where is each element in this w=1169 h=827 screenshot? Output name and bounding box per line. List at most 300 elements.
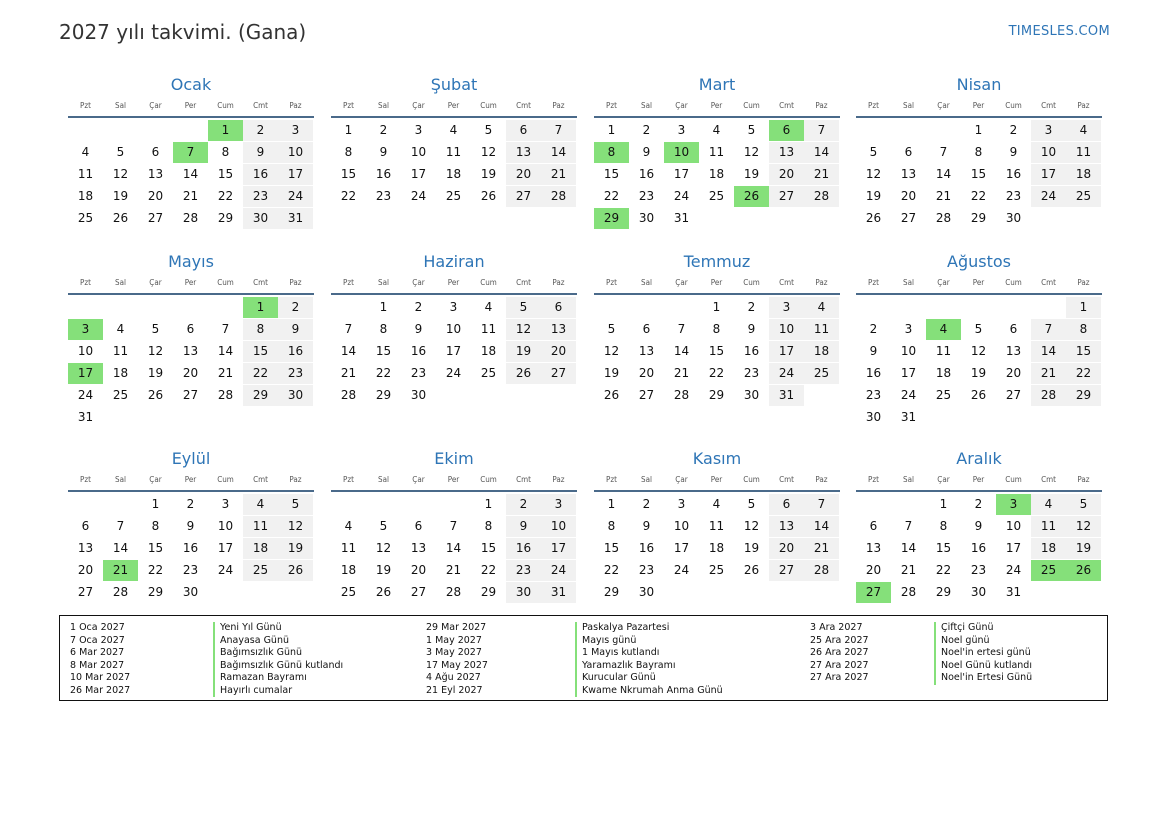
weekday-header xyxy=(331,470,577,492)
weekday-label: Cmt xyxy=(1041,101,1056,110)
weekday-label: Paz xyxy=(815,101,828,110)
week-row xyxy=(68,385,314,407)
weekend-day-cell: 8 xyxy=(1066,319,1101,340)
empty-cell xyxy=(68,297,103,318)
weekday-label: Paz xyxy=(1077,475,1090,484)
site-link[interactable]: TIMESLES.COM xyxy=(1008,24,1110,39)
day-cell: 7 xyxy=(116,519,125,533)
legend-date: 26 Ara 2027 xyxy=(810,647,869,658)
day-cell: 21 xyxy=(445,563,462,577)
month-6 xyxy=(331,251,577,407)
empty-cell xyxy=(471,385,506,406)
weekday-label: Cum xyxy=(1005,101,1022,110)
weekend-day-cell: 27 xyxy=(506,186,541,207)
day-cell: 19 xyxy=(743,541,760,555)
weekend-day-cell: 24 xyxy=(278,186,313,207)
day-cell: 13 xyxy=(147,167,164,181)
legend-date: 1 Oca 2027 xyxy=(70,622,125,633)
day-cell: 12 xyxy=(480,145,497,159)
day-grid xyxy=(856,120,1102,230)
weekday-label: Çar xyxy=(937,101,950,110)
empty-cell xyxy=(699,208,734,229)
weekend-day-cell: 13 xyxy=(769,516,804,537)
weekday-header xyxy=(856,273,1102,295)
day-cell: 16 xyxy=(410,344,427,358)
day-cell: 13 xyxy=(638,344,655,358)
day-cell: 27 xyxy=(410,585,427,599)
legend-holiday-name: Hayırlı cumalar xyxy=(220,684,293,696)
empty-cell xyxy=(804,582,839,603)
day-cell: 31 xyxy=(900,410,917,424)
weekend-day-cell: 9 xyxy=(243,142,278,163)
weekend-day-cell: 31 xyxy=(769,385,804,406)
week-row xyxy=(331,538,577,560)
weekday-label: Per xyxy=(710,475,723,484)
empty-cell xyxy=(103,297,138,318)
weekday-label: Çar xyxy=(149,475,162,484)
day-grid xyxy=(331,494,577,604)
weekday-label: Çar xyxy=(937,278,950,287)
weekend-day-cell: 1 xyxy=(1066,297,1101,318)
weekday-label: Çar xyxy=(675,101,688,110)
day-cell: 21 xyxy=(673,366,690,380)
weekday-header xyxy=(856,470,1102,492)
day-cell: 26 xyxy=(147,388,164,402)
holiday-day-cell: 29 xyxy=(594,208,629,229)
legend-holiday-name: Kurucular Günü xyxy=(582,672,656,683)
day-cell: 29 xyxy=(375,388,392,402)
week-row xyxy=(331,494,577,516)
weekday-label: Sal xyxy=(641,475,652,484)
day-cell: 14 xyxy=(445,541,462,555)
day-cell: 10 xyxy=(410,145,427,159)
weekday-label: Per xyxy=(184,101,197,110)
weekend-day-cell: 3 xyxy=(278,120,313,141)
legend-holiday-name: Noel'in ertesi günü xyxy=(941,647,1031,658)
day-cell: 9 xyxy=(379,145,388,159)
month-name: Nisan xyxy=(956,75,1002,94)
day-cell: 21 xyxy=(935,189,952,203)
day-cell: 31 xyxy=(673,211,690,225)
weekday-label: Per xyxy=(972,101,985,110)
weekend-day-cell: 28 xyxy=(804,186,839,207)
week-row xyxy=(331,297,577,319)
day-cell: 24 xyxy=(673,563,690,577)
weekend-day-cell: 30 xyxy=(243,208,278,229)
day-cell: 22 xyxy=(375,366,392,380)
weekend-day-cell: 26 xyxy=(506,363,541,384)
day-cell: 2 xyxy=(186,497,195,511)
empty-cell xyxy=(1066,582,1101,603)
weekend-day-cell: 25 xyxy=(243,560,278,581)
day-cell: 29 xyxy=(935,585,952,599)
day-cell: 12 xyxy=(112,167,129,181)
weekday-label: Pzt xyxy=(343,475,354,484)
week-row xyxy=(331,582,577,604)
weekend-day-cell: 2 xyxy=(278,297,313,318)
month-name: Şubat xyxy=(430,75,478,94)
day-cell: 2 xyxy=(869,322,878,336)
weekday-label: Per xyxy=(447,475,460,484)
day-cell: 28 xyxy=(182,211,199,225)
day-cell: 20 xyxy=(410,563,427,577)
week-row xyxy=(856,120,1102,142)
holiday-day-cell: 21 xyxy=(103,560,138,581)
weekend-day-cell: 11 xyxy=(243,516,278,537)
weekend-day-cell: 15 xyxy=(243,341,278,362)
weekday-label: Sal xyxy=(378,101,389,110)
legend-holiday-name: Bağımsızlık Günü xyxy=(220,647,303,658)
weekend-day-cell: 28 xyxy=(804,560,839,581)
day-cell: 1 xyxy=(151,497,160,511)
day-cell: 19 xyxy=(865,189,882,203)
holiday-day-cell: 7 xyxy=(173,142,208,163)
day-cell: 28 xyxy=(673,388,690,402)
week-row xyxy=(331,385,577,407)
day-cell: 24 xyxy=(900,388,917,402)
day-cell: 27 xyxy=(638,388,655,402)
day-cell: 24 xyxy=(445,366,462,380)
weekend-day-cell: 4 xyxy=(243,494,278,515)
weekend-day-cell: 17 xyxy=(1031,164,1066,185)
weekday-label: Sal xyxy=(903,475,914,484)
weekend-day-cell: 2 xyxy=(506,494,541,515)
weekend-day-cell: 3 xyxy=(541,494,576,515)
empty-cell xyxy=(331,494,366,515)
day-cell: 17 xyxy=(673,167,690,181)
week-row xyxy=(68,186,314,208)
day-cell: 6 xyxy=(186,322,195,336)
day-cell: 9 xyxy=(642,519,651,533)
month-8 xyxy=(856,251,1102,429)
weekend-day-cell: 12 xyxy=(278,516,313,537)
empty-cell xyxy=(173,297,208,318)
day-cell: 8 xyxy=(712,322,721,336)
weekend-day-cell: 3 xyxy=(1031,120,1066,141)
week-row xyxy=(594,538,840,560)
weekday-label: Sal xyxy=(903,101,914,110)
day-cell: 12 xyxy=(603,344,620,358)
weekend-day-cell: 22 xyxy=(243,363,278,384)
day-grid xyxy=(331,120,577,208)
day-grid xyxy=(68,297,314,429)
day-cell: 23 xyxy=(410,366,427,380)
week-row xyxy=(856,385,1102,407)
day-cell: 11 xyxy=(77,167,94,181)
day-cell: 22 xyxy=(708,366,725,380)
weekday-label: Cmt xyxy=(516,278,531,287)
weekday-label: Sal xyxy=(641,278,652,287)
weekend-day-cell: 20 xyxy=(541,341,576,362)
empty-cell xyxy=(208,407,243,428)
weekend-day-cell: 4 xyxy=(1031,494,1066,515)
day-cell: 7 xyxy=(449,519,458,533)
day-cell: 23 xyxy=(182,563,199,577)
empty-cell xyxy=(629,297,664,318)
weekday-label: Cum xyxy=(743,475,760,484)
day-cell: 14 xyxy=(900,541,917,555)
day-cell: 23 xyxy=(743,366,760,380)
empty-cell xyxy=(103,494,138,515)
day-cell: 30 xyxy=(182,585,199,599)
holiday-day-cell: 25 xyxy=(1031,560,1066,581)
legend-date: 8 Mar 2027 xyxy=(70,659,125,671)
empty-cell xyxy=(331,297,366,318)
day-cell: 7 xyxy=(939,145,948,159)
month-12 xyxy=(856,448,1102,604)
day-cell: 17 xyxy=(410,167,427,181)
day-cell: 26 xyxy=(375,585,392,599)
day-grid xyxy=(331,297,577,407)
week-row xyxy=(331,120,577,142)
empty-cell xyxy=(856,120,891,141)
weekday-label: Çar xyxy=(675,278,688,287)
empty-cell xyxy=(208,297,243,318)
day-cell: 26 xyxy=(603,388,620,402)
day-cell: 18 xyxy=(77,189,94,203)
month-name: Ocak xyxy=(170,75,212,94)
day-cell: 3 xyxy=(414,123,423,137)
weekday-label: Per xyxy=(184,278,197,287)
empty-cell xyxy=(243,407,278,428)
day-cell: 19 xyxy=(970,366,987,380)
day-cell: 15 xyxy=(375,344,392,358)
weekday-label: Çar xyxy=(412,475,425,484)
month-5 xyxy=(68,251,314,429)
month-name: Eylül xyxy=(171,449,211,468)
weekend-day-cell: 29 xyxy=(243,385,278,406)
day-cell: 6 xyxy=(904,145,913,159)
day-cell: 24 xyxy=(673,189,690,203)
weekday-label: Cum xyxy=(480,101,497,110)
week-row xyxy=(68,164,314,186)
legend-date: 29 Mar 2027 xyxy=(426,622,487,633)
weekday-label: Paz xyxy=(552,278,565,287)
day-cell: 28 xyxy=(935,211,952,225)
empty-cell xyxy=(208,582,243,603)
month-4 xyxy=(856,74,1102,230)
empty-cell xyxy=(1031,407,1066,428)
day-cell: 4 xyxy=(344,519,353,533)
week-row xyxy=(68,341,314,363)
empty-cell xyxy=(1066,407,1101,428)
day-cell: 23 xyxy=(1005,189,1022,203)
weekday-label: Cum xyxy=(217,278,234,287)
weekday-label: Per xyxy=(447,278,460,287)
weekend-day-cell: 19 xyxy=(506,341,541,362)
day-cell: 30 xyxy=(970,585,987,599)
day-cell: 4 xyxy=(449,123,458,137)
day-cell: 4 xyxy=(81,145,90,159)
day-cell: 11 xyxy=(445,145,462,159)
day-cell: 22 xyxy=(935,563,952,577)
weekend-day-cell: 6 xyxy=(769,494,804,515)
day-cell: 3 xyxy=(677,123,686,137)
day-cell: 15 xyxy=(480,541,497,555)
holiday-day-cell: 17 xyxy=(68,363,103,384)
month-9 xyxy=(68,448,314,604)
day-cell: 29 xyxy=(970,211,987,225)
empty-cell xyxy=(138,297,173,318)
day-cell: 20 xyxy=(1005,366,1022,380)
week-row xyxy=(331,164,577,186)
weekend-day-cell: 16 xyxy=(506,538,541,559)
empty-cell xyxy=(926,297,961,318)
legend-holiday-name: Yeni Yıl Günü xyxy=(220,622,282,633)
empty-cell xyxy=(926,407,961,428)
weekend-day-cell: 31 xyxy=(541,582,576,603)
holiday-day-cell: 3 xyxy=(68,319,103,340)
day-cell: 13 xyxy=(77,541,94,555)
weekend-day-cell: 16 xyxy=(243,164,278,185)
day-cell: 31 xyxy=(77,410,94,424)
day-cell: 11 xyxy=(340,541,357,555)
holiday-legend xyxy=(59,615,1108,701)
week-row xyxy=(594,385,840,407)
day-cell: 8 xyxy=(607,519,616,533)
legend-names-column xyxy=(575,622,723,697)
weekend-day-cell: 21 xyxy=(804,538,839,559)
empty-cell xyxy=(103,407,138,428)
day-cell: 2 xyxy=(414,300,423,314)
day-cell: 11 xyxy=(480,322,497,336)
holiday-day-cell: 10 xyxy=(664,142,699,163)
weekend-day-cell: 23 xyxy=(278,363,313,384)
day-cell: 7 xyxy=(344,322,353,336)
day-cell: 11 xyxy=(112,344,129,358)
weekday-label: Pzt xyxy=(606,278,617,287)
weekend-day-cell: 31 xyxy=(278,208,313,229)
day-cell: 5 xyxy=(974,322,983,336)
weekday-label: Pzt xyxy=(868,101,879,110)
day-cell: 2 xyxy=(642,123,651,137)
weekday-label: Paz xyxy=(289,101,302,110)
holiday-day-cell: 1 xyxy=(243,297,278,318)
day-cell: 20 xyxy=(865,563,882,577)
day-cell: 23 xyxy=(970,563,987,577)
empty-cell xyxy=(996,407,1031,428)
weekday-label: Pzt xyxy=(606,475,617,484)
day-cell: 20 xyxy=(77,563,94,577)
weekday-label: Paz xyxy=(289,475,302,484)
weekend-day-cell: 15 xyxy=(1066,341,1101,362)
week-row xyxy=(856,208,1102,230)
weekend-day-cell: 2 xyxy=(243,120,278,141)
day-cell: 18 xyxy=(708,541,725,555)
week-row xyxy=(68,297,314,319)
day-cell: 17 xyxy=(1005,541,1022,555)
weekday-label: Pzt xyxy=(343,278,354,287)
weekend-day-cell: 24 xyxy=(541,560,576,581)
legend-holiday-name: Paskalya Pazartesi xyxy=(582,622,670,633)
day-cell: 9 xyxy=(414,322,423,336)
day-cell: 21 xyxy=(340,366,357,380)
day-cell: 5 xyxy=(607,322,616,336)
weekday-label: Pzt xyxy=(343,101,354,110)
holiday-day-cell: 8 xyxy=(594,142,629,163)
empty-cell xyxy=(138,120,173,141)
week-row xyxy=(856,142,1102,164)
week-row xyxy=(68,142,314,164)
day-cell: 19 xyxy=(603,366,620,380)
weekend-day-cell: 30 xyxy=(506,582,541,603)
weekday-header xyxy=(594,96,840,118)
weekday-label: Sal xyxy=(378,475,389,484)
weekday-label: Pzt xyxy=(80,278,91,287)
weekday-label: Paz xyxy=(1077,278,1090,287)
day-cell: 10 xyxy=(673,519,690,533)
weekend-day-cell: 28 xyxy=(541,186,576,207)
weekday-label: Cmt xyxy=(779,278,794,287)
day-grid xyxy=(68,494,314,604)
weekend-day-cell: 28 xyxy=(1031,385,1066,406)
weekend-day-cell: 25 xyxy=(1066,186,1101,207)
weekday-label: Per xyxy=(184,475,197,484)
weekend-day-cell: 17 xyxy=(769,341,804,362)
week-row xyxy=(68,407,314,429)
weekend-day-cell: 14 xyxy=(804,516,839,537)
day-cell: 25 xyxy=(77,211,94,225)
day-cell: 23 xyxy=(638,563,655,577)
weekday-label: Çar xyxy=(675,475,688,484)
weekday-header xyxy=(331,273,577,295)
weekend-day-cell: 10 xyxy=(769,319,804,340)
day-grid xyxy=(594,494,840,604)
day-cell: 22 xyxy=(147,563,164,577)
day-grid xyxy=(594,120,840,230)
day-cell: 8 xyxy=(939,519,948,533)
day-cell: 3 xyxy=(677,497,686,511)
month-10 xyxy=(331,448,577,604)
week-row xyxy=(594,164,840,186)
empty-cell xyxy=(1031,297,1066,318)
weekend-day-cell: 3 xyxy=(769,297,804,318)
week-row xyxy=(856,560,1102,582)
weekday-label: Pzt xyxy=(80,101,91,110)
day-grid xyxy=(68,120,314,230)
day-cell: 29 xyxy=(217,211,234,225)
month-3 xyxy=(594,74,840,230)
weekend-day-cell: 18 xyxy=(1066,164,1101,185)
legend-dates-column xyxy=(426,622,488,697)
empty-cell xyxy=(664,582,699,603)
day-cell: 17 xyxy=(900,366,917,380)
day-cell: 15 xyxy=(603,541,620,555)
weekend-day-cell: 24 xyxy=(1031,186,1066,207)
week-row xyxy=(331,363,577,385)
empty-cell xyxy=(594,297,629,318)
day-cell: 30 xyxy=(638,211,655,225)
day-cell: 27 xyxy=(182,388,199,402)
weekend-day-cell: 8 xyxy=(243,319,278,340)
page-title: 2027 yılı takvimi. (Gana) xyxy=(59,20,307,44)
day-cell: 13 xyxy=(900,167,917,181)
week-row xyxy=(594,516,840,538)
day-cell: 1 xyxy=(484,497,493,511)
weekend-day-cell: 21 xyxy=(804,164,839,185)
day-cell: 2 xyxy=(747,300,756,314)
weekend-day-cell: 27 xyxy=(769,560,804,581)
day-cell: 18 xyxy=(112,366,129,380)
day-cell: 19 xyxy=(743,167,760,181)
day-cell: 11 xyxy=(935,344,952,358)
weekend-day-cell: 4 xyxy=(804,297,839,318)
week-row xyxy=(594,363,840,385)
legend-holiday-name: Noel günü xyxy=(941,634,990,646)
empty-cell xyxy=(891,120,926,141)
day-cell: 19 xyxy=(112,189,129,203)
day-cell: 13 xyxy=(182,344,199,358)
